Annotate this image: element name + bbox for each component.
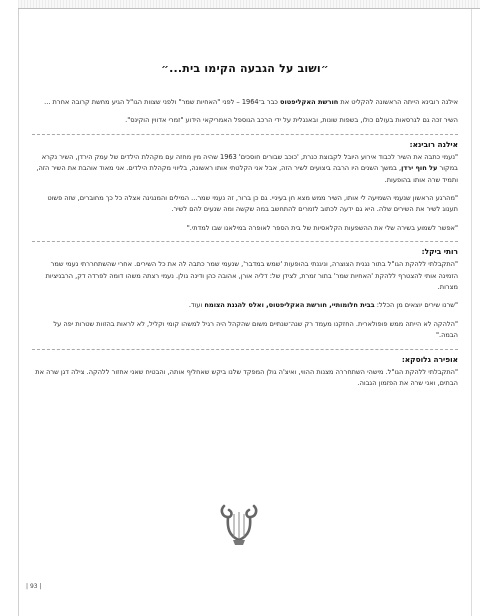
quote-paragraph: "התקבלתי ללהקת הגו"ל בתור נגנית הצוצרה, וניגנתי בהופעות 'שמש במדבר', שנעמי שמר כתבה לה את כל השירים. אחרי שהשתחררתי נעמי שמר הזמינה אותי להצטרף ללהקת 'האחיות שמר' בתור זמרת, לצידן של: דליה אורן, אהובה כהן ודינה גולן. נעמי רצתה משהו דומה לפרדה דק, הרבניציות מצרות. [45, 260, 458, 292]
section-heading-ilana-rovina: אילנה רובינא: [409, 139, 458, 149]
song-titles-bold: בבית חלומותיי, חורשת האקליפטוס, ואלס להגנת הצומח [204, 301, 375, 310]
quote-paragraph: "התקבלתי ללהקת הגו"ל. מישהי השתחררה מצנות ההווי, ואיצ'ה גולן המפקד שלנו ביקש שאחליף אותה, והבטיח שאני אחזור ללהקה. צילה דגן שרה את הבתים, ואני שרה את הפזמון הגבוה. [35, 367, 458, 388]
quote-paragraph: "מהרגע הראשון שנעמי השמיעה לי אותו, השיר ממש מצא חן בעיניי. גם כן ברור, זה נעמי שמר... המילים והמנגינה אצלה כל כך מחוברים, שזה פשוט תענוג לשיר את השירים שלה. היא גם ידעה לכתוב לזמרים להתחשב במה שקשה ומה שנעים להם לשיר. [47, 194, 458, 214]
song-title-bold: על חוף ירדן [401, 164, 438, 173]
book-edge-right [471, 9, 472, 616]
song-title-bold: חורשת האקליפטוס [280, 98, 339, 106]
intro-text: כבר ב־1964 – לפני "האחיות שמר" ולפני שצוות הגו"ל הגיע מחשת קרובה אחרת ... [44, 98, 281, 106]
quote-text: "נעמי כתבה את השיר לכבוד אירוע היובל לקבוצת כנרת, 'כוכב שבורים חוסכים' 1963 שהיה מין מחזה עם מקהלת הילדים של עמק הירדן, השיר נקרא במקור [41, 152, 458, 173]
article-title: ״ושוב על הגבעה הקימו בית...״ [161, 62, 329, 75]
book-edge-top [18, 0, 480, 9]
intro-paragraph-2: השיר זכה גם לגרסאות בעולם כולו, בשפות שונות, ובאנגלית על ידי הרכב הגוספל האמריקאי הידוע "זמרי אדווין הוקינס". [125, 116, 458, 125]
quote-paragraph: "הלהקה לא הייתה ממש פופולארית. החזקנו מעמד רק שנה־שנתיים משום שהקהל היה רגיל למשהו קומי וקליל, לא לראות בהזוות שטרות יפה על הבמה." [53, 319, 458, 340]
quote-paragraph [32, 152, 458, 186]
section-heading-ofira-gluska: אופירה גלוסקא: [401, 354, 458, 364]
section-divider [32, 241, 458, 242]
page-number-value: 93 [29, 583, 38, 590]
intro-text: אילנה רובינא הייתה הראשונה להקליט את [338, 98, 458, 106]
section-divider [32, 134, 458, 135]
intro-paragraph-1 [32, 97, 458, 108]
quote-text: ועוד. [188, 301, 205, 310]
quote-paragraph: "אפשר לשמוע בשירה שלי את ההשפעות הקלאסיות של בית הספר לאופרה במילאנו שבו למדתי." [186, 223, 458, 232]
section-divider [32, 349, 458, 350]
section-heading-ruti-bikel: רותי ביקל: [421, 247, 458, 257]
quote-paragraph [32, 300, 458, 311]
article [32, 62, 458, 397]
quote-text: "שרנו שירים יוצאים מן הכלל: [374, 301, 458, 310]
lyre-icon [216, 500, 262, 548]
book-edge-left [18, 9, 19, 616]
quote-text: , במשך השנים היו הרבה ביצועים לשיר הזה, אבל אני הקלטתי אותו ראשונה, בליווי מקהלת הילדים. אני מאוד אוהבת את השיר הזה, ותמיד שרה אותו בהופעות. [36, 164, 458, 184]
page-number-bar: | [37, 583, 42, 590]
page-number-bar: | [26, 583, 30, 590]
page-number [26, 583, 42, 590]
